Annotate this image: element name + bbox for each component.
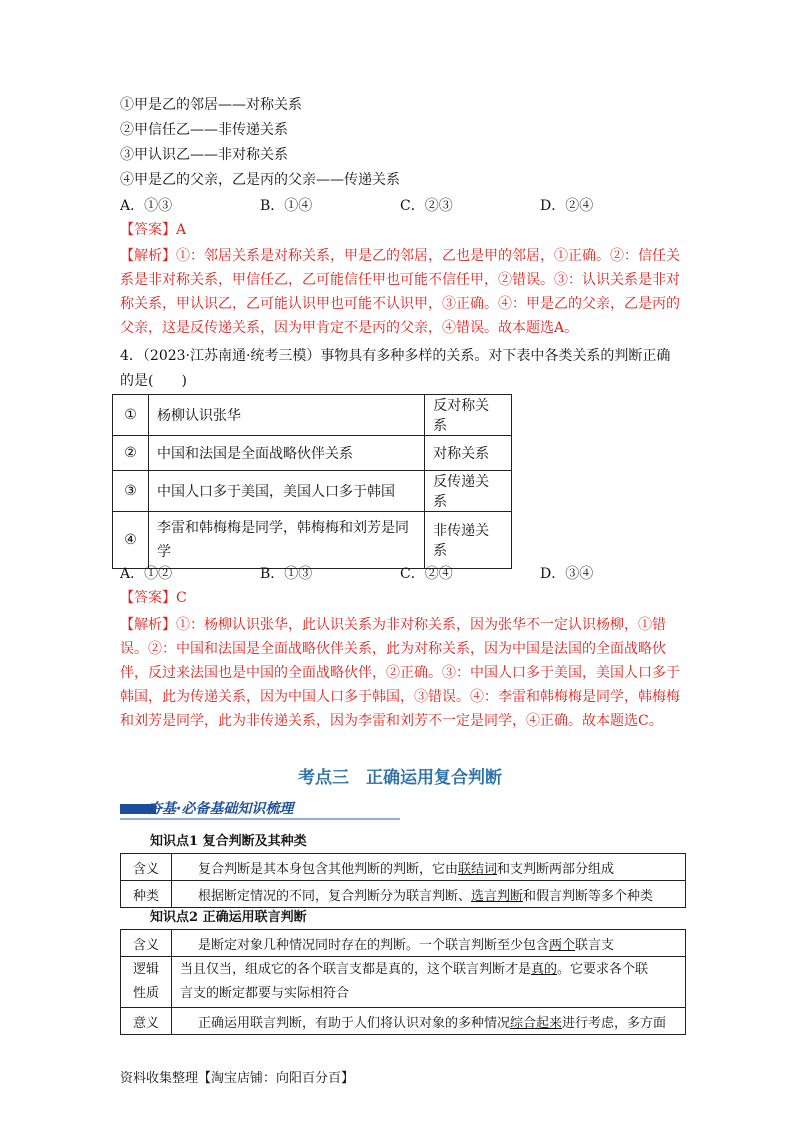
table-row: [121, 881, 686, 908]
underlined-term: 综合起来: [510, 1015, 563, 1031]
q3-analysis: 【解析】①：邻居关系是对称关系，甲是乙的邻居，乙也是甲的邻居，①正确。②：信任关系是非对称关系，甲信任乙，乙可能信任甲也可能不信任甲，②错误。③：认识关系是非对称关系，甲认识乙，乙可能认识甲也可能不认识甲，③正确。④：甲是乙的父亲，乙是丙的父亲，这是反传递关系，因为甲肯定不是丙的父亲，④错误。故本题选A。: [120, 248, 680, 336]
q3-option-4: ④甲是乙的父亲，乙是丙的父亲——传递关系: [120, 172, 400, 188]
text-segment: 是断定对象几种情况同时存在的判断。一个联言判断至少包含: [198, 937, 550, 953]
row-label: 含义: [121, 854, 172, 881]
section-banner: [120, 798, 400, 820]
q3-choice-b: B．①④: [260, 198, 313, 214]
table-row: [121, 957, 686, 1008]
row-number: ③: [113, 471, 149, 512]
page-footer: 资料收集整理【淘宝店铺：向阳百分百】: [120, 1071, 355, 1086]
row-text: [172, 930, 686, 957]
table-row: [121, 1008, 686, 1035]
table-row: [121, 854, 686, 881]
row-number: ①: [113, 395, 149, 436]
text-segment: 。它要求各个联: [557, 962, 649, 977]
text-segment: 进行考虑，多方面: [562, 1015, 667, 1031]
underlined-term: 联结词: [458, 861, 498, 877]
table-row: [113, 395, 512, 436]
q4-answer: 【答案】C: [120, 590, 187, 606]
row-content: 李雷和韩梅梅是同学，韩梅梅和刘芳是同学: [148, 512, 424, 569]
kp2-title: 知识点2 正确运用联言判断: [150, 910, 307, 925]
row-relation: 非传递关系: [425, 512, 512, 569]
q4-choice-b: B．①③: [260, 566, 313, 582]
label-part: 逻辑: [132, 962, 159, 977]
row-text: [172, 1008, 686, 1035]
banner-text: 夯基·必备基础知识梳理: [148, 801, 294, 817]
label-part: 性质: [132, 986, 159, 1001]
row-text: [172, 854, 686, 881]
table-row: [121, 930, 686, 957]
kp1-title: 知识点1 复合判断及其种类: [150, 834, 307, 849]
q4-choices: [120, 563, 680, 583]
q4-choice-d: D．③④: [540, 566, 594, 582]
text-segment: 和假言判断等多个种类: [523, 888, 654, 904]
q4-table: [112, 394, 512, 569]
text-segment: 联言支: [575, 937, 615, 953]
row-relation: 反对称关系: [425, 395, 512, 436]
underlined-term: 选言判断: [471, 888, 524, 904]
row-number: ④: [113, 512, 149, 569]
text-segment: 和支判断两部分组成: [497, 861, 615, 877]
table-row: [113, 436, 512, 471]
q3-option-3: ③甲认识乙——非对称关系: [120, 147, 288, 163]
text-segment: 复合判断是其本身包含其他判断的判断，它由: [198, 861, 459, 877]
q3-choices: [120, 195, 680, 215]
row-label: 意义: [121, 1008, 172, 1035]
row-content: 中国人口多于美国，美国人口多于韩国: [148, 471, 424, 512]
text-segment: 根据断定情况的不同，复合判断分为联言判断、: [198, 888, 472, 904]
q4-stem-line2: 的是( ): [120, 373, 187, 389]
underlined-term: 两个: [549, 937, 576, 953]
row-content: 杨柳认识张华: [148, 395, 424, 436]
row-label: 种类: [121, 881, 172, 908]
q3-choice-a: A．①③: [120, 198, 173, 214]
row-relation: 对称关系: [425, 436, 512, 471]
row-content: 中国和法国是全面战略伙伴关系: [148, 436, 424, 471]
q4-stem-line1: 4．（2023·江苏南通·统考三模）事物具有多种多样的关系。对下表中各类关系的判断正确: [120, 348, 671, 364]
kp2-table: [120, 929, 686, 1035]
table-row: [113, 512, 512, 569]
underlined-term: 真的: [531, 962, 558, 977]
row-number: ②: [113, 436, 149, 471]
q4-analysis: 【解析】①：杨柳认识张华，此认识关系为非对称关系，因为张华不一定认识杨柳，①错误。②：中国和法国是全面战略伙伴关系，此为对称关系，因为中国是法国的全面战略伙伴，反过来法国也是中国的全面战略伙伴，②正确。③：中国人口多于美国，美国人口多于韩国，此为传递关系，因为中国人口多于韩国，③错误。④：李雷和韩梅梅是同学，韩梅梅和刘芳是同学，此为非传递关系，因为李雷和刘芳不一定是同学，④正确。故本题选C。: [120, 617, 680, 729]
banner-underline: [120, 818, 400, 820]
kp1-table: [120, 853, 686, 908]
q3-option-2: ②甲信任乙——非传递关系: [120, 122, 288, 138]
text-segment: 当且仅当，组成它的各个联言支都是真的，这个联言判断才是: [180, 962, 532, 977]
q3-option-1: ①甲是乙的邻居——对称关系: [120, 97, 302, 113]
section-title: 考点三 正确运用复合判断: [298, 768, 502, 788]
row-label: [121, 957, 172, 1008]
q3-choice-c: C．②③: [400, 198, 453, 214]
text-segment: 言支的断定都要与实际相符合: [180, 986, 350, 1001]
q3-answer: 【答案】A: [120, 222, 187, 238]
row-relation: 反传递关系: [425, 471, 512, 512]
q4-choice-c: C．②④: [400, 566, 453, 582]
row-text: [172, 881, 686, 908]
row-text: [172, 957, 686, 1008]
table-row: [113, 471, 512, 512]
row-label: 含义: [121, 930, 172, 957]
q4-choice-a: A．①②: [120, 566, 173, 582]
text-segment: 正确运用联言判断，有助于人们将认识对象的多种情况: [198, 1015, 511, 1031]
q3-choice-d: D．②④: [540, 198, 594, 214]
